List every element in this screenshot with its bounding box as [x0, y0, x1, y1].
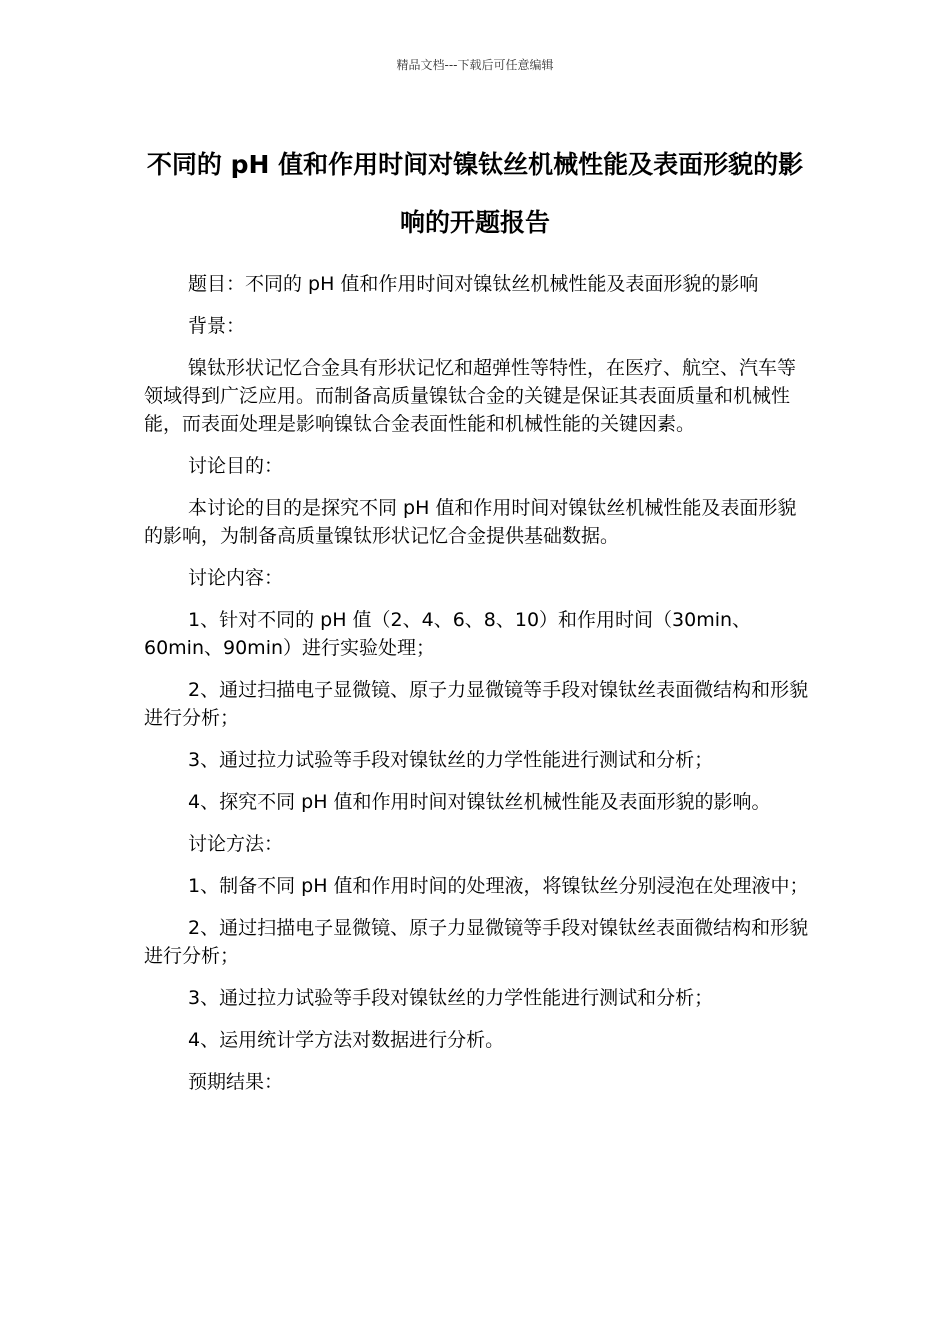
list-item-content-1: 1、针对不同的 pH 值（2、4、6、8、10）和作用时间（30min、60min、90min）进行实验处理； [144, 609, 752, 659]
heading-purpose: 讨论目的： [188, 455, 284, 477]
heading-background: 背景： [188, 315, 246, 337]
list-item-content-4: 4、探究不同 pH 值和作用时间对镍钛丝机械性能及表面形貌的影响。 [188, 791, 771, 813]
heading-content: 讨论内容： [188, 567, 284, 589]
list-item-method-1: 1、制备不同 pH 值和作用时间的处理液，将镍钛丝分别浸泡在处理液中； [188, 875, 809, 897]
paragraph-topic: 题目：不同的 pH 值和作用时间对镍钛丝机械性能及表面形貌的影响 [188, 273, 759, 295]
list-item-method-4: 4、运用统计学方法对数据进行分析。 [188, 1029, 505, 1051]
heading-expected-results: 预期结果： [188, 1071, 284, 1093]
paragraph-background: 镍钛形状记忆合金具有形状记忆和超弹性等特性，在医疗、航空、汽车等领域得到广泛应用。而制备高质量镍钛合金的关键是保证其表面质量和机械性能，而表面处理是影响镍钛合金表面性能和机械性能的关键因素。 [144, 357, 797, 435]
heading-method: 讨论方法： [188, 833, 284, 855]
list-item-method-3: 3、通过拉力试验等手段对镍钛丝的力学性能进行测试和分析； [188, 987, 714, 1009]
list-item-content-2: 2、通过扫描电子显微镜、原子力显微镜等手段对镍钛丝表面微结构和形貌进行分析； [144, 679, 809, 729]
document-title: 不同的 pH 值和作用时间对镍钛丝机械性能及表面形貌的影响的开题报告 [146, 150, 804, 237]
list-item-content-3: 3、通过拉力试验等手段对镍钛丝的力学性能进行测试和分析； [188, 749, 714, 771]
document-body [144, 270, 812, 1110]
page-header: 精品文档---下载后可任意编辑 [396, 58, 554, 72]
list-item-method-2: 2、通过扫描电子显微镜、原子力显微镜等手段对镍钛丝表面微结构和形貌进行分析； [144, 917, 809, 967]
paragraph-purpose: 本讨论的目的是探究不同 pH 值和作用时间对镍钛丝机械性能及表面形貌的影响，为制备高质量镍钛形状记忆合金提供基础数据。 [144, 497, 797, 547]
